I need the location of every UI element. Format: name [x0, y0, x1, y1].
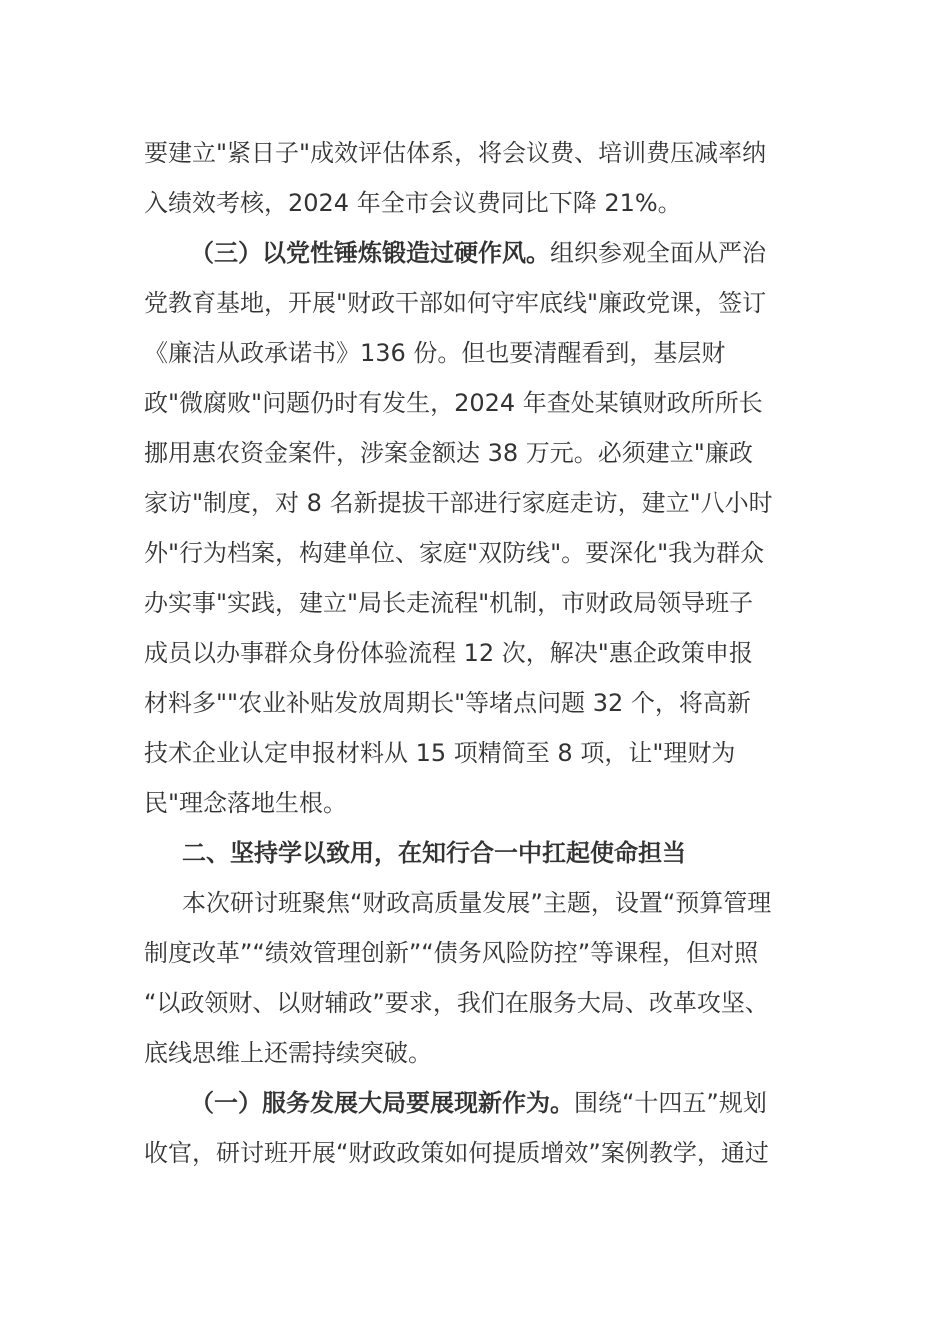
section-3-paragraph-start	[190, 228, 766, 278]
text-line-6: 政"微腐败"问题仍时有发生，2024 年查处某镇财政所所长	[144, 389, 763, 417]
text-line-16: 本次研讨班聚焦“财政高质量发展”主题，设置“预算管理	[182, 889, 772, 917]
text-line-10: 办实事"实践，建立"局长走流程"机制，市财政局领导班子	[144, 589, 754, 617]
subsection-1-paragraph-start	[190, 1078, 767, 1128]
text-line-18: “以政领财、以财辅政”要求，我们在服务大局、改革攻坚、	[144, 989, 769, 1017]
text-line-1: 要建立"紧日子"成效评估体系，将会议费、培训费压减率纳	[144, 139, 767, 167]
text-line-7: 挪用惠农资金案件，涉案金额达 38 万元。必须建立"廉政	[144, 439, 753, 467]
text-line-8: 家访"制度，对 8 名新提拔干部进行家庭走访，建立"八小时	[144, 489, 773, 517]
section-3-heading: （三）以党性锤炼锻造过硬作风。	[190, 239, 550, 267]
text-line-11: 成员以办事群众身份体验流程 12 次，解决"惠企政策申报	[144, 639, 753, 667]
subsection-1-lead-text: 围绕“十四五”规划	[574, 1089, 767, 1117]
text-line-4: 党教育基地，开展"财政干部如何守牢底线"廉政党课，签订	[144, 289, 767, 317]
text-line-5: 《廉洁从政承诺书》136 份。但也要清醒看到，基层财	[144, 339, 726, 367]
section-2-heading: 二、坚持学以致用，在知行合一中扛起使命担当	[182, 839, 686, 867]
section-3-lead-text: 组织参观全面从严治	[550, 239, 766, 267]
text-line-19: 底线思维上还需持续突破。	[144, 1039, 432, 1067]
text-line-21: 收官，研讨班开展“财政政策如何提质增效”案例教学，通过	[144, 1139, 769, 1167]
subsection-1-heading: （一）服务发展大局要展现新作为。	[190, 1089, 574, 1117]
text-line-14: 民"理念落地生根。	[144, 789, 348, 817]
text-line-9: 外"行为档案，构建单位、家庭"双防线"。要深化"我为群众	[144, 539, 765, 567]
text-line-13: 技术企业认定申报材料从 15 项精简至 8 项，让"理财为	[144, 739, 736, 767]
text-line-17: 制度改革”“绩效管理创新”“债务风险防控”等课程，但对照	[144, 939, 759, 967]
text-line-12: 材料多""农业补贴发放周期长"等堵点问题 32 个，将高新	[144, 689, 751, 717]
text-line-2: 入绩效考核，2024 年全市会议费同比下降 21%。	[144, 189, 682, 217]
